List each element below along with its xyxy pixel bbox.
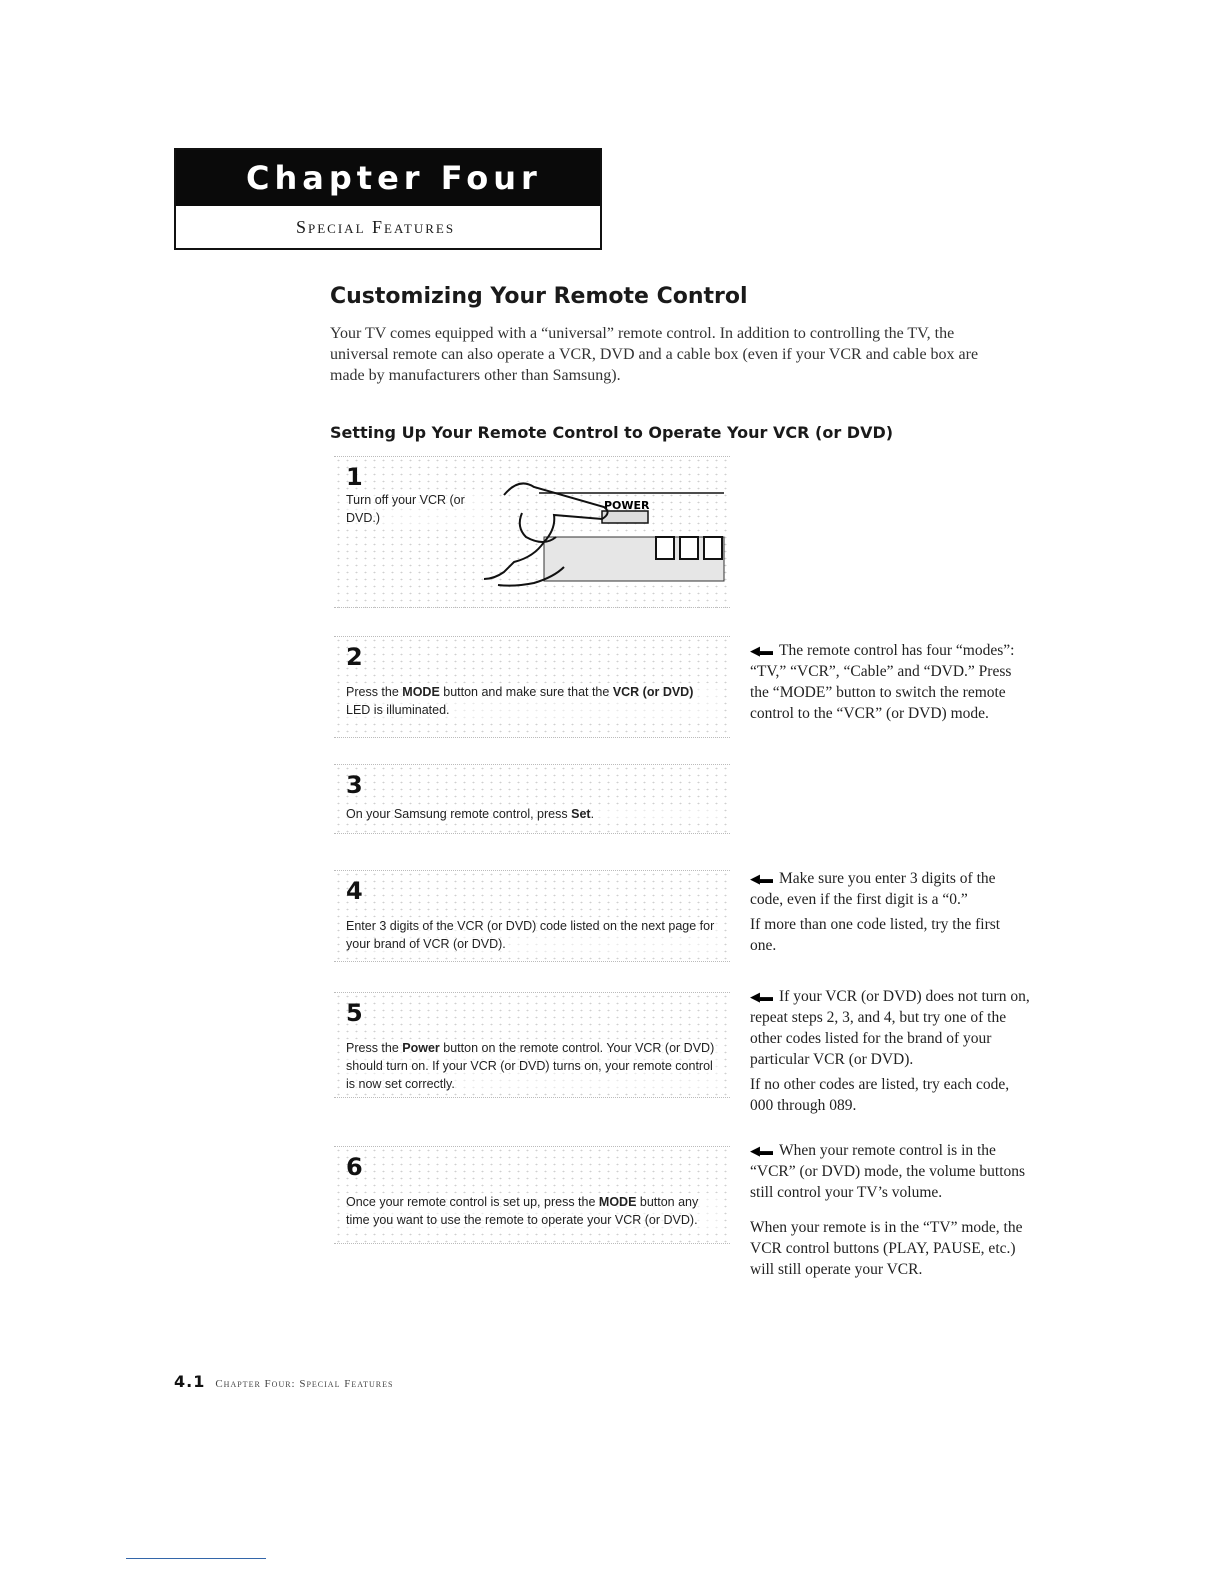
page-footer — [174, 1372, 393, 1391]
step-2 — [334, 636, 730, 738]
divider — [126, 1558, 266, 1559]
step-number: 3 — [346, 771, 363, 799]
chapter-header — [174, 148, 602, 250]
step-number: 1 — [346, 463, 363, 491]
step-4 — [334, 870, 730, 962]
chapter-title: Chapter Four — [176, 150, 600, 206]
chapter-subtitle: Special Features — [296, 217, 456, 237]
note-digits: ◀▬ Make sure you enter 3 digits of the code, even if the first digit is a “0.” If more than one code listed, try the first one. — [750, 870, 1001, 954]
step-number: 4 — [346, 877, 363, 905]
step-number: 6 — [346, 1153, 363, 1181]
step-3 — [334, 764, 730, 834]
note-retry: ◀▬ If your VCR (or DVD) does not turn on, repeat steps 2, 3, and 4, but try one of the other codes listed for the brand of your particular VCR (or DVD). If no other codes are listed, try each code, 000 through 089. — [750, 988, 1030, 1114]
arrow-left-icon: ◀▬ — [750, 1143, 773, 1158]
step-text: Press the MODE button and make sure that the VCR (or DVD) LED is illuminated. — [346, 683, 721, 719]
arrow-left-icon: ◀▬ — [750, 871, 773, 886]
step-text: Turn off your VCR (or DVD.) — [346, 491, 486, 527]
step-6 — [334, 1146, 730, 1244]
vcr-power-illustration — [484, 467, 729, 602]
step-text: Press the Power button on the remote control. Your VCR (or DVD) should turn on. If your VCR (or DVD) turns on, your remote control is now set correctly. — [346, 1039, 721, 1093]
footer-label: Chapter Four: Special Features — [215, 1378, 394, 1390]
step-number: 2 — [346, 643, 363, 671]
page-title: Customizing Your Remote Control — [330, 284, 748, 309]
step-text: On your Samsung remote control, press Set. — [346, 805, 721, 823]
power-label: POWER — [604, 499, 650, 512]
step-text: Enter 3 digits of the VCR (or DVD) code listed on the next page for your brand of VCR (or DVD). — [346, 917, 721, 953]
arrow-left-icon: ◀▬ — [750, 989, 773, 1004]
step-5 — [334, 992, 730, 1098]
intro-paragraph: Your TV comes equipped with a “universal” remote control. In addition to controlling the TV, the universal remote can also operate a VCR, DVD and a cable box (even if your VCR and cable box are made by manufacturers other than Samsung). — [330, 325, 979, 384]
arrow-left-icon: ◀▬ — [750, 643, 773, 658]
page-number: 4.1 — [174, 1372, 206, 1391]
note-modes: ◀▬ The remote control has four “modes”: “TV,” “VCR”, “Cable” and “DVD.” Press the “MODE” button to switch the remote control to the “VCR” (or DVD) mode. — [750, 642, 1015, 722]
step-text: Once your remote control is set up, press the MODE button any time you want to use the remote to operate your VCR (or DVD). — [346, 1193, 721, 1229]
section-title: Setting Up Your Remote Control to Operate Your VCR (or DVD) — [330, 423, 894, 442]
note-volume: ◀▬ When your remote control is in the “VCR” (or DVD) mode, the volume buttons still control your TV’s volume. When your remote is in the “TV” mode, the VCR control buttons (PLAY, PAUSE, etc.) will still operate your VCR. — [750, 1142, 1026, 1278]
step-1 — [334, 456, 730, 608]
step-number: 5 — [346, 999, 363, 1027]
